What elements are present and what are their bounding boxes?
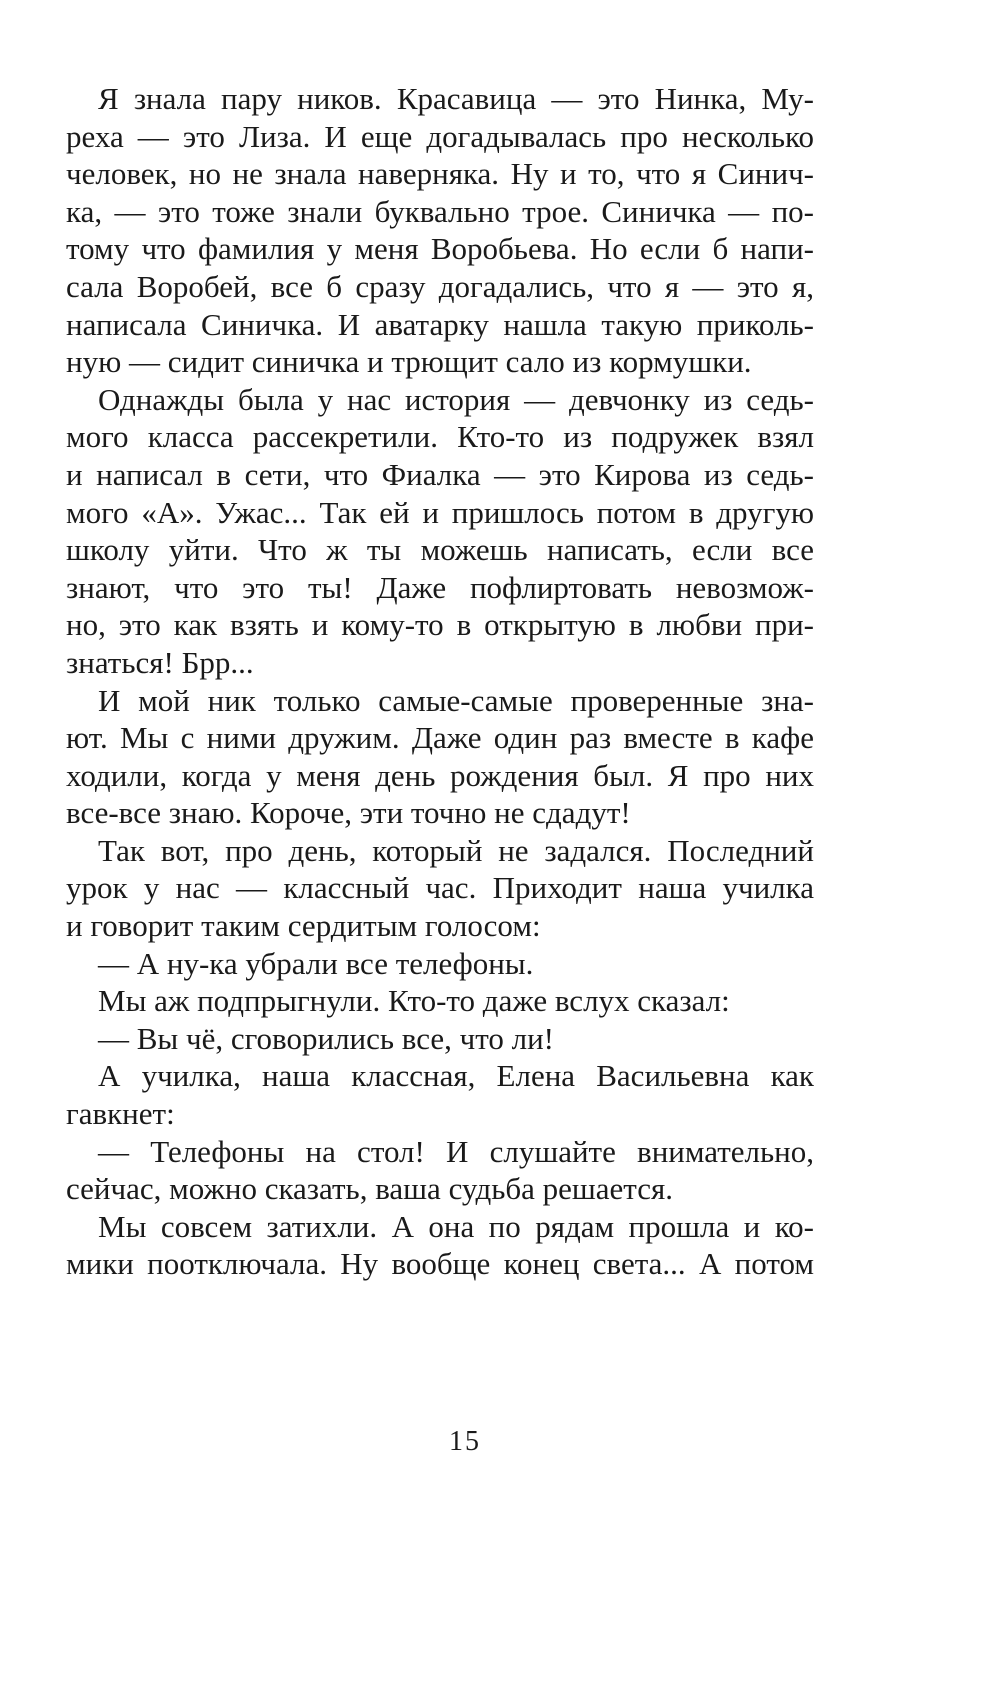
- text-line: А училка, наша классная, Елена Васильевна как: [98, 1058, 814, 1094]
- text-line: знаться! Брр...: [66, 644, 254, 680]
- text-line: Мы совсем затихли. А она по рядам прошла и ко-: [98, 1208, 814, 1244]
- text-line: и написал в сети, что Фиалка — это Кирова из седь-: [66, 456, 814, 492]
- body-text: [66, 80, 814, 1283]
- text-line: сейчас, можно сказать, ваша судьба решается.: [66, 1171, 673, 1207]
- text-line: Так вот, про день, который не задался. Последний: [98, 832, 814, 868]
- text-line: ную — сидит синичка и трющит сало из кормушки.: [66, 344, 752, 380]
- text-line: знают, что это ты! Даже пофлиртовать невозмож-: [66, 569, 814, 605]
- text-line: школу уйти. Что ж ты можешь написать, если все: [66, 532, 814, 568]
- text-line: Мы аж подпрыгнули. Кто-то даже вслух сказал:: [98, 983, 730, 1019]
- text-line: — Телефоны на стол! И слушайте внимательно,: [98, 1133, 814, 1169]
- text-line: — А ну-ка убрали все телефоны.: [98, 945, 534, 981]
- page-number: 15: [449, 1426, 481, 1457]
- text-line: гавкнет:: [66, 1096, 175, 1132]
- text-line: Однажды была у нас история — девчонку из седь-: [98, 381, 814, 417]
- text-line: мого «А». Ужас... Так ей и пришлось потом в другую: [66, 494, 814, 530]
- text-line: но, это как взять и кому-то в открытую в любви при-: [66, 607, 814, 643]
- text-line: все-все знаю. Короче, эти точно не сдадут!: [66, 795, 631, 831]
- text-line: и говорит таким сердитым голосом:: [66, 908, 541, 944]
- text-line: реха — это Лиза. И еще догадывалась про несколько: [66, 118, 814, 154]
- text-line: сала Воробей, все б сразу догадались, что я — это я,: [66, 268, 814, 304]
- text-line: ходили, когда у меня день рождения был. Я про них: [66, 757, 814, 793]
- text-line: написала Синичка. И аватарку нашла такую приколь-: [66, 306, 814, 342]
- text-line: ют. Мы с ними дружим. Даже один раз вместе в кафе: [66, 720, 814, 756]
- text-line: мого класса рассекретили. Кто-то из подружек взял: [66, 419, 814, 455]
- text-line: мики поотключала. Ну вообще конец света... А потом: [66, 1246, 814, 1282]
- text-line: урок у нас — классный час. Приходит наша училка: [66, 870, 814, 906]
- text-line: человек, но не знала наверняка. Ну и то, что я Синич-: [66, 156, 814, 192]
- text-line: Я знала пару ников. Красавица — это Нинка, Му-: [98, 81, 814, 116]
- text-line: — Вы чё, сговорились все, что ли!: [98, 1020, 554, 1056]
- text-line: ка, — это тоже знали буквально трое. Синичка — по-: [66, 193, 814, 229]
- text-line: тому что фамилия у меня Воробьева. Но если б напи-: [66, 231, 814, 267]
- text-line: И мой ник только самые-самые проверенные зна-: [98, 682, 814, 718]
